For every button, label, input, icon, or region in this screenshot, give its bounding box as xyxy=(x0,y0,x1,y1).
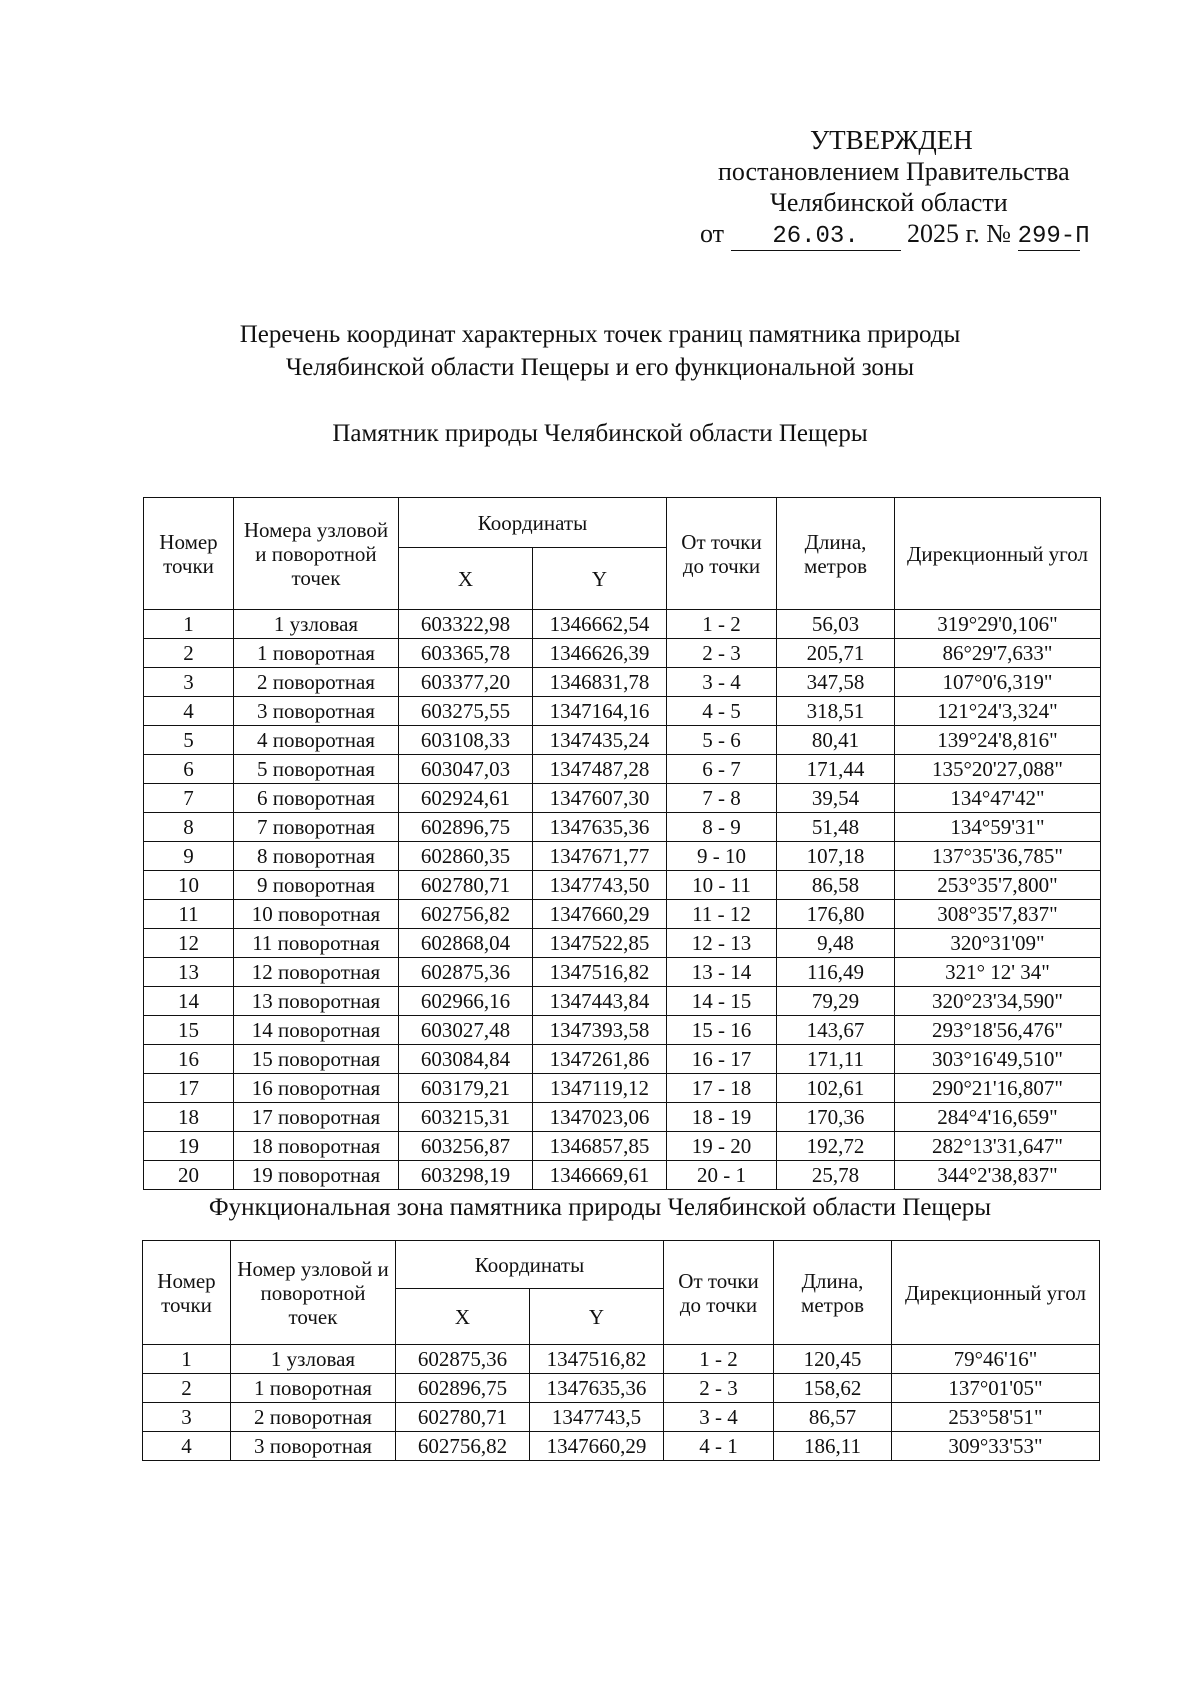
cell-y: 1346831,78 xyxy=(533,668,667,697)
cell-length: 56,03 xyxy=(777,610,895,639)
cell-node: 14 поворотная xyxy=(234,1016,399,1045)
header-coordinates: Координаты xyxy=(399,498,667,548)
cell-x: 602780,71 xyxy=(399,871,533,900)
cell-x: 603047,03 xyxy=(399,755,533,784)
header-angle: Дирекционный угол xyxy=(895,498,1101,610)
cell-number: 2 xyxy=(144,639,234,668)
cell-angle: 107°0'6,319" xyxy=(895,668,1101,697)
cell-node: 9 поворотная xyxy=(234,871,399,900)
header-number: Номер точки xyxy=(143,1241,231,1345)
cell-angle: 137°35'36,785" xyxy=(895,842,1101,871)
cell-from-to: 9 - 10 xyxy=(667,842,777,871)
cell-length: 186,11 xyxy=(774,1432,892,1461)
cell-number: 3 xyxy=(144,668,234,697)
table-row xyxy=(144,755,1101,784)
cell-x: 602875,36 xyxy=(399,958,533,987)
cell-y: 1347487,28 xyxy=(533,755,667,784)
heading-line-1: Перечень координат характерных точек границ памятника природы xyxy=(239,321,961,348)
cell-x: 602896,75 xyxy=(396,1374,530,1403)
cell-y: 1347443,84 xyxy=(533,987,667,1016)
cell-x: 603377,20 xyxy=(399,668,533,697)
monument-table-body xyxy=(144,610,1101,1190)
cell-length: 170,36 xyxy=(777,1103,895,1132)
cell-angle: 139°24'8,816" xyxy=(895,726,1101,755)
cell-x: 602756,82 xyxy=(396,1432,530,1461)
cell-from-to: 1 - 2 xyxy=(664,1345,774,1374)
cell-from-to: 3 - 4 xyxy=(664,1403,774,1432)
number-field: 299-П xyxy=(1017,223,1090,250)
cell-number: 16 xyxy=(144,1045,234,1074)
cell-length: 205,71 xyxy=(777,639,895,668)
cell-x: 602860,35 xyxy=(399,842,533,871)
cell-from-to: 3 - 4 xyxy=(667,668,777,697)
cell-number: 4 xyxy=(143,1432,231,1461)
header-coordinates: Координаты xyxy=(396,1241,664,1289)
cell-length: 347,58 xyxy=(777,668,895,697)
cell-x: 602924,61 xyxy=(399,784,533,813)
cell-length: 171,44 xyxy=(777,755,895,784)
cell-y: 1347635,36 xyxy=(530,1374,664,1403)
cell-angle: 303°16'49,510" xyxy=(895,1045,1101,1074)
cell-node: 16 поворотная xyxy=(234,1074,399,1103)
cell-y: 1347635,36 xyxy=(533,813,667,842)
cell-y: 1347119,12 xyxy=(533,1074,667,1103)
cell-from-to: 8 - 9 xyxy=(667,813,777,842)
cell-number: 9 xyxy=(144,842,234,871)
cell-number: 1 xyxy=(144,610,234,639)
cell-node: 3 поворотная xyxy=(231,1432,396,1461)
table-row xyxy=(143,1345,1100,1374)
zone-table-body xyxy=(143,1345,1100,1461)
cell-from-to: 13 - 14 xyxy=(667,958,777,987)
heading-line-2: Челябинской области Пещеры и его функциональной зоны xyxy=(285,354,915,381)
cell-y: 1347607,30 xyxy=(533,784,667,813)
cell-angle: 319°29'0,106" xyxy=(895,610,1101,639)
cell-from-to: 4 - 5 xyxy=(667,697,777,726)
cell-node: 1 узловая xyxy=(234,610,399,639)
cell-length: 116,49 xyxy=(777,958,895,987)
cell-from-to: 12 - 13 xyxy=(667,929,777,958)
cell-y: 1347522,85 xyxy=(533,929,667,958)
cell-x: 603298,19 xyxy=(399,1161,533,1190)
cell-length: 79,29 xyxy=(777,987,895,1016)
table-row xyxy=(144,871,1101,900)
cell-y: 1346669,61 xyxy=(533,1161,667,1190)
cell-length: 318,51 xyxy=(777,697,895,726)
cell-y: 1346662,54 xyxy=(533,610,667,639)
table-row xyxy=(144,842,1101,871)
cell-angle: 134°59'31" xyxy=(895,813,1101,842)
cell-length: 107,18 xyxy=(777,842,895,871)
cell-from-to: 17 - 18 xyxy=(667,1074,777,1103)
cell-number: 15 xyxy=(144,1016,234,1045)
cell-number: 5 xyxy=(144,726,234,755)
cell-length: 120,45 xyxy=(774,1345,892,1374)
cell-x: 603256,87 xyxy=(399,1132,533,1161)
cell-x: 603108,33 xyxy=(399,726,533,755)
header-y: Y xyxy=(533,548,667,610)
cell-x: 603275,55 xyxy=(399,697,533,726)
document-heading xyxy=(140,318,1060,384)
cell-node: 4 поворотная xyxy=(234,726,399,755)
cell-from-to: 6 - 7 xyxy=(667,755,777,784)
cell-from-to: 11 - 12 xyxy=(667,900,777,929)
cell-from-to: 5 - 6 xyxy=(667,726,777,755)
cell-node: 1 поворотная xyxy=(231,1374,396,1403)
header-from-to: От точки до точки xyxy=(664,1241,774,1345)
cell-number: 20 xyxy=(144,1161,234,1190)
cell-number: 13 xyxy=(144,958,234,987)
table-row xyxy=(144,668,1101,697)
cell-length: 102,61 xyxy=(777,1074,895,1103)
cell-y: 1347660,29 xyxy=(530,1432,664,1461)
cell-length: 25,78 xyxy=(777,1161,895,1190)
cell-angle: 79°46'16" xyxy=(892,1345,1100,1374)
cell-node: 3 поворотная xyxy=(234,697,399,726)
cell-y: 1347435,24 xyxy=(533,726,667,755)
table-row xyxy=(144,1016,1101,1045)
header-x: X xyxy=(399,548,533,610)
cell-length: 171,11 xyxy=(777,1045,895,1074)
header-angle: Дирекционный угол xyxy=(892,1241,1100,1345)
cell-number: 2 xyxy=(143,1374,231,1403)
header-y: Y xyxy=(530,1289,664,1345)
year-text: 2025 г. № xyxy=(907,219,1012,248)
cell-y: 1347671,77 xyxy=(533,842,667,871)
table-row xyxy=(144,1161,1101,1190)
section-1-title: Памятник природы Челябинской области Пещеры xyxy=(332,420,868,447)
header-length: Длина, метров xyxy=(774,1241,892,1345)
cell-y: 1347516,82 xyxy=(533,958,667,987)
cell-node: 2 поворотная xyxy=(234,668,399,697)
cell-x: 603322,98 xyxy=(399,610,533,639)
cell-from-to: 16 - 17 xyxy=(667,1045,777,1074)
cell-x: 602868,04 xyxy=(399,929,533,958)
cell-x: 602896,75 xyxy=(399,813,533,842)
cell-length: 80,41 xyxy=(777,726,895,755)
cell-node: 1 узловая xyxy=(231,1345,396,1374)
cell-number: 1 xyxy=(143,1345,231,1374)
table-row xyxy=(144,1045,1101,1074)
cell-from-to: 14 - 15 xyxy=(667,987,777,1016)
cell-angle: 137°01'05" xyxy=(892,1374,1100,1403)
cell-from-to: 19 - 20 xyxy=(667,1132,777,1161)
cell-x: 603215,31 xyxy=(399,1103,533,1132)
cell-node: 19 поворотная xyxy=(234,1161,399,1190)
cell-node: 2 поворотная xyxy=(231,1403,396,1432)
cell-from-to: 2 - 3 xyxy=(664,1374,774,1403)
cell-number: 19 xyxy=(144,1132,234,1161)
table-row xyxy=(144,639,1101,668)
cell-angle: 253°58'51" xyxy=(892,1403,1100,1432)
cell-y: 1347743,5 xyxy=(530,1403,664,1432)
cell-y: 1347516,82 xyxy=(530,1345,664,1374)
cell-node: 6 поворотная xyxy=(234,784,399,813)
header-number: Номер точки xyxy=(144,498,234,610)
table-row xyxy=(143,1432,1100,1461)
cell-number: 3 xyxy=(143,1403,231,1432)
cell-y: 1347660,29 xyxy=(533,900,667,929)
cell-x: 603027,48 xyxy=(399,1016,533,1045)
cell-x: 603365,78 xyxy=(399,639,533,668)
cell-length: 86,57 xyxy=(774,1403,892,1432)
cell-x: 603179,21 xyxy=(399,1074,533,1103)
cell-angle: 135°20'27,088" xyxy=(895,755,1101,784)
cell-from-to: 10 - 11 xyxy=(667,871,777,900)
cell-number: 7 xyxy=(144,784,234,813)
cell-y: 1347743,50 xyxy=(533,871,667,900)
cell-number: 17 xyxy=(144,1074,234,1103)
table-row xyxy=(144,1132,1101,1161)
table-row xyxy=(144,726,1101,755)
cell-node: 10 поворотная xyxy=(234,900,399,929)
cell-length: 51,48 xyxy=(777,813,895,842)
header-length: Длина, метров xyxy=(777,498,895,610)
cell-y: 1346626,39 xyxy=(533,639,667,668)
cell-length: 9,48 xyxy=(777,929,895,958)
table-row xyxy=(144,784,1101,813)
table-row xyxy=(144,987,1101,1016)
cell-from-to: 7 - 8 xyxy=(667,784,777,813)
cell-y: 1347164,16 xyxy=(533,697,667,726)
cell-length: 143,67 xyxy=(777,1016,895,1045)
cell-angle: 282°13'31,647" xyxy=(895,1132,1101,1161)
cell-x: 602875,36 xyxy=(396,1345,530,1374)
cell-x: 602756,82 xyxy=(399,900,533,929)
cell-from-to: 2 - 3 xyxy=(667,639,777,668)
cell-x: 602966,16 xyxy=(399,987,533,1016)
approval-line-2: постановлением Правительства xyxy=(718,157,1070,186)
cell-angle: 253°35'7,800" xyxy=(895,871,1101,900)
cell-x: 603084,84 xyxy=(399,1045,533,1074)
cell-angle: 321° 12' 34" xyxy=(895,958,1101,987)
table-row xyxy=(143,1403,1100,1432)
cell-angle: 290°21'16,807" xyxy=(895,1074,1101,1103)
header-x: X xyxy=(396,1289,530,1345)
cell-node: 15 поворотная xyxy=(234,1045,399,1074)
cell-node: 1 поворотная xyxy=(234,639,399,668)
cell-node: 11 поворотная xyxy=(234,929,399,958)
cell-node: 17 поворотная xyxy=(234,1103,399,1132)
cell-number: 6 xyxy=(144,755,234,784)
cell-length: 158,62 xyxy=(774,1374,892,1403)
table-row xyxy=(144,697,1101,726)
table-row xyxy=(143,1374,1100,1403)
cell-node: 7 поворотная xyxy=(234,813,399,842)
date-field: 26.03. xyxy=(731,224,901,251)
cell-angle: 284°4'16,659" xyxy=(895,1103,1101,1132)
approval-title: УТВЕРЖДЕН xyxy=(810,125,973,155)
approval-block xyxy=(700,125,1130,251)
cell-angle: 309°33'53" xyxy=(892,1432,1100,1461)
cell-length: 39,54 xyxy=(777,784,895,813)
date-prefix: от xyxy=(700,219,725,248)
header-node: Номера узловой и поворотной точек xyxy=(234,498,399,610)
cell-length: 192,72 xyxy=(777,1132,895,1161)
cell-from-to: 15 - 16 xyxy=(667,1016,777,1045)
cell-node: 13 поворотная xyxy=(234,987,399,1016)
cell-from-to: 18 - 19 xyxy=(667,1103,777,1132)
header-from-to: От точки до точки xyxy=(667,498,777,610)
cell-angle: 134°47'42" xyxy=(895,784,1101,813)
cell-y: 1347261,86 xyxy=(533,1045,667,1074)
cell-from-to: 20 - 1 xyxy=(667,1161,777,1190)
section-2-title: Функциональная зона памятника природы Челябинской области Пещеры xyxy=(208,1194,992,1221)
table-row xyxy=(144,900,1101,929)
table-row xyxy=(144,610,1101,639)
table-row xyxy=(144,813,1101,842)
cell-node: 5 поворотная xyxy=(234,755,399,784)
cell-y: 1347393,58 xyxy=(533,1016,667,1045)
cell-x: 602780,71 xyxy=(396,1403,530,1432)
approval-date-line xyxy=(700,218,1130,251)
cell-angle: 121°24'3,324" xyxy=(895,697,1101,726)
cell-y: 1346857,85 xyxy=(533,1132,667,1161)
monument-coordinates-table xyxy=(143,497,1101,1190)
cell-length: 176,80 xyxy=(777,900,895,929)
cell-number: 14 xyxy=(144,987,234,1016)
cell-node: 8 поворотная xyxy=(234,842,399,871)
cell-angle: 344°2'38,837" xyxy=(895,1161,1101,1190)
cell-number: 12 xyxy=(144,929,234,958)
table-row xyxy=(144,1074,1101,1103)
table-row xyxy=(144,1103,1101,1132)
cell-node: 12 поворотная xyxy=(234,958,399,987)
table-row xyxy=(144,958,1101,987)
approval-line-3: Челябинской области xyxy=(770,188,1008,217)
cell-node: 18 поворотная xyxy=(234,1132,399,1161)
cell-from-to: 4 - 1 xyxy=(664,1432,774,1461)
cell-y: 1347023,06 xyxy=(533,1103,667,1132)
cell-angle: 320°31'09" xyxy=(895,929,1101,958)
cell-length: 86,58 xyxy=(777,871,895,900)
cell-angle: 308°35'7,837" xyxy=(895,900,1101,929)
cell-from-to: 1 - 2 xyxy=(667,610,777,639)
cell-number: 18 xyxy=(144,1103,234,1132)
cell-angle: 320°23'34,590" xyxy=(895,987,1101,1016)
cell-number: 4 xyxy=(144,697,234,726)
header-node: Номер узловой и поворотной точек xyxy=(231,1241,396,1345)
cell-number: 10 xyxy=(144,871,234,900)
cell-number: 11 xyxy=(144,900,234,929)
cell-angle: 86°29'7,633" xyxy=(895,639,1101,668)
zone-coordinates-table xyxy=(142,1240,1100,1461)
cell-number: 8 xyxy=(144,813,234,842)
cell-angle: 293°18'56,476" xyxy=(895,1016,1101,1045)
table-row xyxy=(144,929,1101,958)
